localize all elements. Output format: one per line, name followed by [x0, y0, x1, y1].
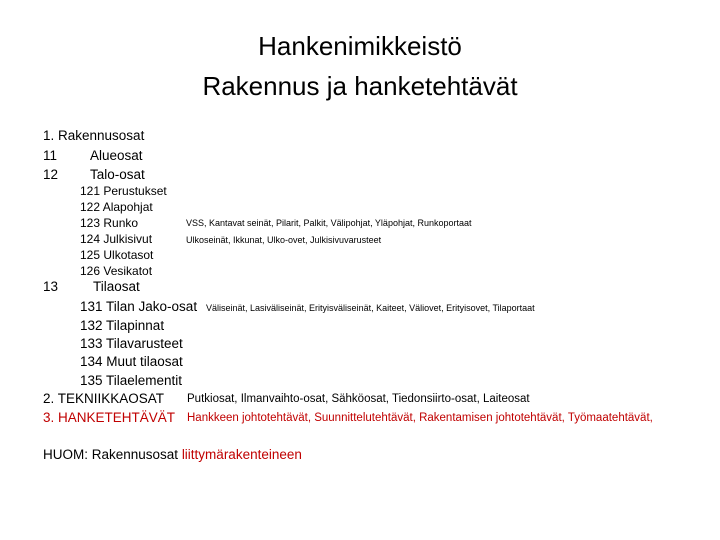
page-subtitle: Rakennus ja hanketehtävät: [202, 71, 518, 101]
tila-item-131: 131 Tilan Jako-osat: [80, 299, 198, 314]
section-hanketehtavat-detail: Hankkeen johtotehtävät, Suunnittelutehtävät, Rakentamisen johtotehtävät, Työmaatehtävät,: [187, 412, 653, 424]
item-12-label: Talo-osat: [90, 167, 145, 182]
note-highlight: liittymärakenteineen: [181, 447, 302, 462]
note-prefix: HUOM: Rakennusosat: [43, 447, 182, 462]
item-12-code: 12: [43, 167, 59, 182]
tila-item-134: 134 Muut tilaosat: [80, 354, 183, 369]
section-hanketehtavat-heading: 3. HANKETEHTÄVÄT: [43, 410, 176, 425]
section-tekniikkaosat-heading: 2. TEKNIIKKAOSAT: [43, 391, 165, 406]
note: [43, 446, 302, 463]
talo-item-126: 126 Vesikatot: [80, 264, 153, 278]
item-13-code: 13: [43, 279, 59, 294]
tila-item-131-detail: Väliseinät, Lasiväliseinät, Erityisväliseinät, Kaiteet, Väliovet, Erityisovet, Tilaportaat: [206, 303, 535, 313]
talo-item-124: 124 Julkisivut: [80, 232, 153, 246]
tila-item-135: 135 Tilaelementit: [80, 373, 183, 388]
item-13-label: Tilaosat: [93, 279, 140, 294]
page-title: Hankenimikkeistö: [258, 31, 462, 61]
tila-item-132: 132 Tilapinnat: [80, 318, 165, 333]
talo-item-125: 125 Ulkotasot: [80, 248, 154, 262]
item-11-code: 11: [43, 148, 58, 163]
talo-item-123-detail: VSS, Kantavat seinät, Pilarit, Palkit, Välipohjat, Yläpohjat, Runkoportaat: [186, 218, 472, 228]
talo-item-123: 123 Runko: [80, 216, 139, 230]
talo-item-121: 121 Perustukset: [80, 184, 167, 198]
tila-item-133: 133 Tilavarusteet: [80, 336, 183, 351]
talo-item-124-detail: Ulkoseinät, Ikkunat, Ulko-ovet, Julkisivuvarusteet: [186, 235, 382, 245]
section-rakennusosat-heading: 1. Rakennusosat: [43, 128, 145, 143]
talo-item-122: 122 Alapohjat: [80, 200, 153, 214]
section-tekniikkaosat-detail: Putkiosat, Ilmanvaihto-osat, Sähköosat, Tiedonsiirto-osat, Laiteosat: [187, 393, 530, 405]
item-11-label: Alueosat: [90, 148, 143, 163]
